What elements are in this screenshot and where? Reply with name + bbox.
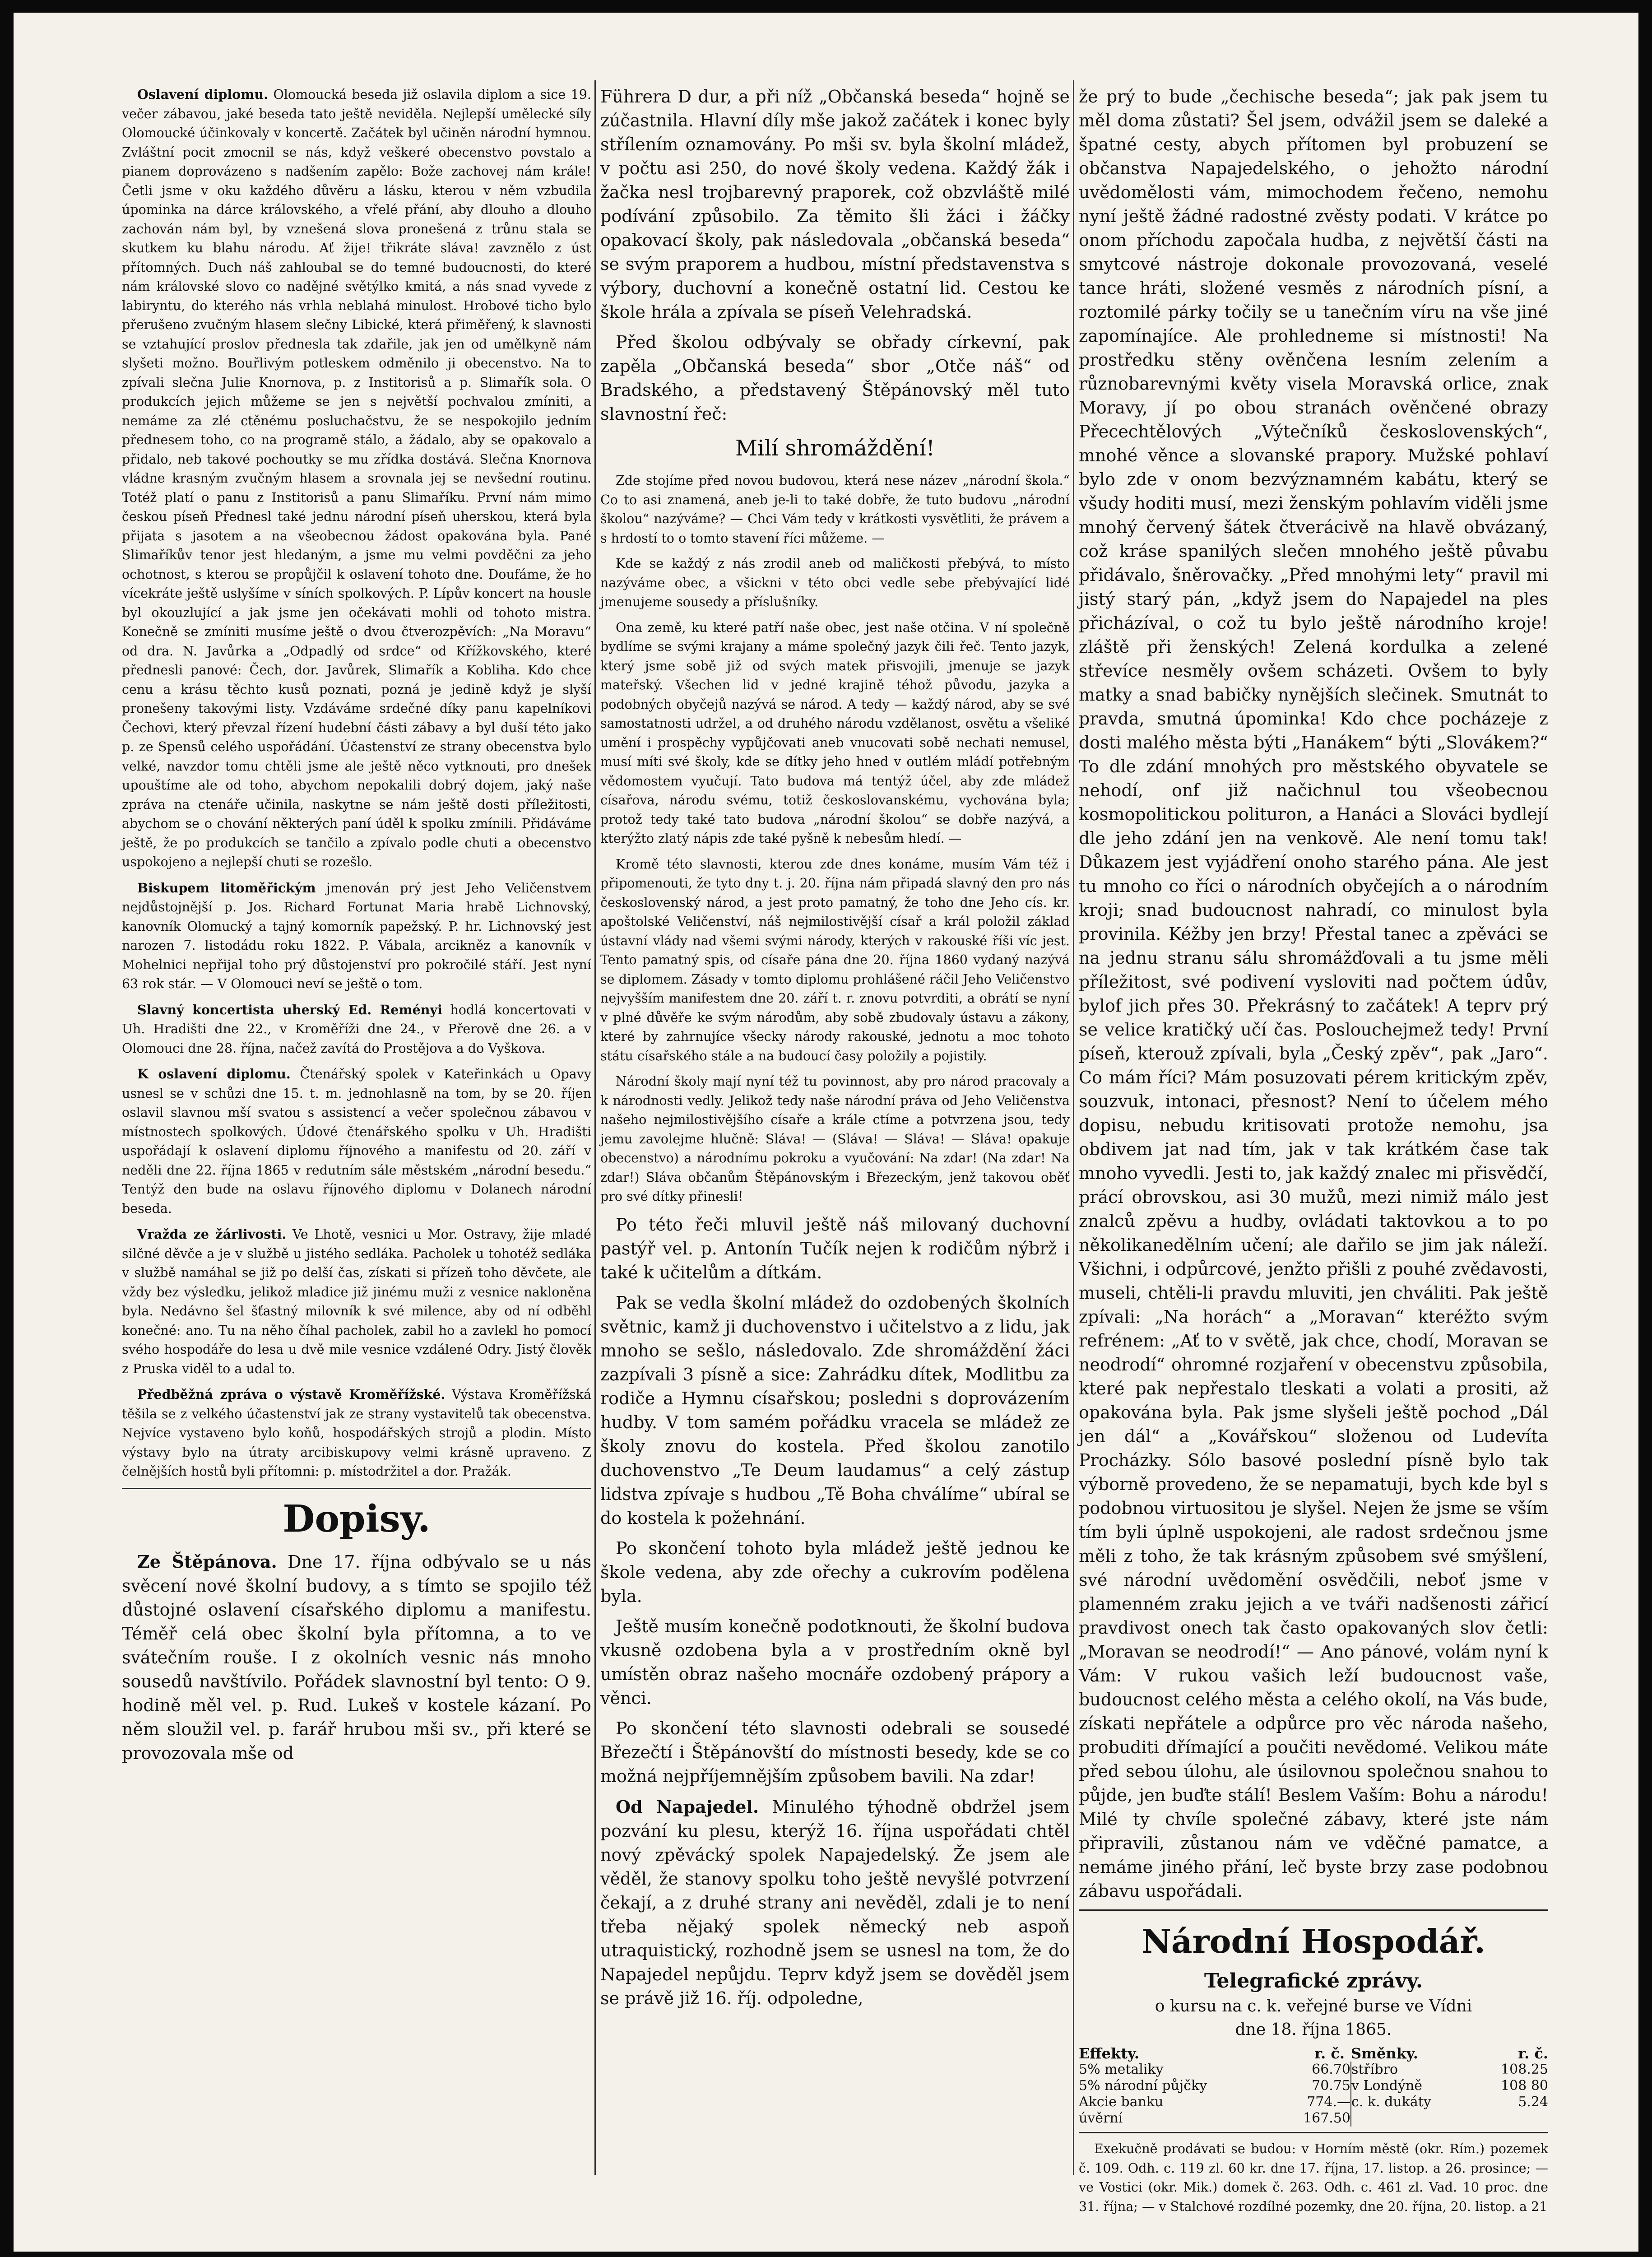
- exchange-table: [1079, 2045, 1548, 2127]
- column-1: [122, 85, 591, 1772]
- telegraph-date: dne 18. října 1865.: [1235, 2020, 1392, 2039]
- article-paragraph: Oslavení diplomu. Olomoucká beseda již oslavila diplom a sice 19. večer zábavou, jaké beseda tato ještě neviděla. Nejlepší umělecké síly Olomoucké účinkovaly v koncertě. Začátek byl učiněn národní hymnou. Zvláštní pocit zmocnil se nás, když veškeré obecenstvo povstalo a pianem doprovázeno s nadšením zapělo: Bože zachovej nám krále! Četli jsme v oku každého důvěru a lásku, kterou v něm vzbudila úpominka na dárce královského, a vřelé přání, aby dlouho a dlouho zachován nám byl, by vznešená slova pronešená z trůnu stala se skutkem ku blahu národu. Ať žije! třikráte sláva! zavznělo z úst přítomných. Duch náš zahloubal se do temné budoucnosti, do které nám královské slovo co nadějné světýlko kmitá, a nás snad vyvede z labiryntu, do kterého nás vrhla neblahá minulost. Hrobové ticho bylo přerušeno zvučným hlasem slečny Libické, která přiměřený, k slavnosti se vztahující proslov přednesla tak zdařile, jak jen od umělkyně nám slyšeti možno. Bouřlivým potleskem odměnilo ji obecenstvo. Na to zpívali slečna Julie Knornova, p. z Institorisů a p. Slimařík sola. O produkcích jejich můžeme se jen s největší pochvalou zmíniti, a nemáme za zlé ctěnému posluchačstvu, že se nespokojilo jedním přednesem toho, co na programě stálo, a žádalo, aby se opakovalo a přidalo, neb takové pochoutky se mu zřídka dostává. Slečna Knornova vládne krasným zvučným hlasem a srovnala jej se nevšední routinu. Totéž platí o panu z Institorisů a panu Slimaříku. První nám mimo českou píseň Přednesl také jednu národní píseň uherskou, která byla přijata s jasotem a na všeobecnou žádost opakována byla. Pané Slimaříkův tenor jest hledaným, a jsme mu velmi povděčni za jeho ochotnost, s kterou se propůjčil k oslavení tohoto dne. Doufáme, že ho vícekráte ještě uslyšíme v síních spolkových. P. Lípův koncert na housle byl okouzlující a jak jsme jen očekávati mohli od tohoto mistra. Konečně se zmíniti musíme ještě o dvou čtverozpěvích: „Na Moravu“ od dra. N. Javůrka a „Odpadlý od srdce“ od Křížkovského, které přednesli panové: Čech, dor. Javůrek, Slimařík a Kobliha. Kdo chce cenu a krásu těchto kusů poznati, pozná je jedině když je slyší pronešeny takovými listy. Vzdáváme srdečné díky panu kapelníkovi Čechovi, který převzal řízení hudební části zábavy a byl duší této jako p. ze Spensů celého uspořádání. Účastenství ze strany obecenstva bylo velké, navzdor tomu chtěli jsme ale ještě něco vytknouti, pro dnešek upouštíme ale od toho, abychom nepokalili dobrý dojem, jaký naše zpráva na ctenáře učinila, naskytne se nám ještě dosti příležitosti, abychom se o chování některých paní úděl k spolku zmínili. Přidáváme ještě, že po produkcích se tančilo a zpívalo podle chuti a obecenstvo uspokojeno a nejlepší chuti se rozešlo.: [122, 87, 591, 869]
- article-paragraph: Po skončení této slavnosti odebrali se sousedé Březečtí i Štěpánovští do místnosti besedy, kde se co možná nejpříjemnějším způsobem bavili. Na zdar!: [600, 1718, 1070, 1786]
- article-paragraph: Předběžná zpráva o výstavě Kroměřížské. Výstava Kroměřížská těšila se z velkého účastenství jak ze strany vystavitelů tak obecenstva. Nejvíce vystaveno bylo koňů, hospodářských strojů a plodin. Místo výstavy bylo na útraty arcibiskupovy velmi krásně upraveno. Z čelnějších hostů byli přítomni: p. místodržitel a dor. Pražák.: [122, 1387, 592, 1479]
- column-2: [600, 85, 1070, 2017]
- section-divider: [122, 1488, 591, 1489]
- table-header-row: Effekty. r. č. Směnky. r. č.: [1079, 2045, 1548, 2062]
- table-row: Akcie banku 774.— c. k. dukáty 5.24: [1079, 2094, 1548, 2110]
- section-divider: [1079, 2132, 1548, 2133]
- table-row: 5% národní půjčky 70.75 v Londýně 108 80: [1079, 2078, 1548, 2094]
- article-paragraph: Exekučně prodávati se budou: v Horním městě (okr. Rím.) pozemek č. 109. Odh. c. 119 zl. 60 kr. dne 17. října, 17. listop. a 26. prosince; — ve Vostici (okr. Mik.) domek č. 263. Odh. c. 461 zl. Vad. 10 proc. dne 31. října; — v Stalchové rozdílné pozemky, dne 20. října, 20. listop. a 21: [1079, 2141, 1548, 2214]
- telegraph-subtitle: o kursu na c. k. veřejné burse ve Vídni: [1155, 1997, 1472, 2016]
- telegraph-heading: Telegrafické zprávy.: [1204, 1969, 1423, 1992]
- newspaper-page: [14, 13, 1638, 2252]
- column-3: [1079, 85, 1548, 2223]
- speech-paragraph: Zde stojíme před novou budovou, která nese název „národní škola.“ Co to asi znamená, aneb je-li to také dobře, že tuto budovu „národní školou“ nazýváme? — Chci Vám tedy v krátkosti vysvětliti, že právem a s hrdostí to o tomto stavení říci můžeme. —: [600, 473, 1070, 546]
- table-row: 5% metaliky 66.70 stříbro 108.25: [1079, 2062, 1548, 2077]
- article-paragraph: Od Napajedel. Minulého týhodně obdržel jsem pozvání ku plesu, kterýž 16. října uspořádati chtěl nový zpěvácký spolek Napajedelský. Že jsem ale věděl, že stanovy spolku toho ještě nevyšlé potvrzení čekají, a z druhé strany ani nevěděl, zdali je to není třeba nějaký spolek německý neb aspoň utraquistický, rozhodně jsem se usnesl na tom, že do Napajedel nepůjdu. Teprv když jsem se dověděl jsem se právě již 16. říj. odpoledne,: [600, 1796, 1070, 2008]
- section-heading-narodni-hospodar: Národní Hospodář.: [1142, 1922, 1485, 1960]
- article-paragraph: Před školou odbývaly se obřady církevní, pak zapěla „Občanská beseda“ sbor „Otče náš“ od Bradského, a představený Štěpánovský měl tuto slavnostní řeč:: [600, 332, 1070, 424]
- article-paragraph: Ještě musím konečně podotknouti, že školní budova vkusně ozdobena byla a v prostředním okně byl umístěn obraz našeho mocnáře ozdobený prápory a věnci.: [600, 1616, 1070, 1708]
- article-paragraph: Po skončení tohoto byla mládež ještě jednou ke škole vedena, aby zde ořechy a cukrovím podělena byla.: [600, 1538, 1070, 1606]
- column-rule: [594, 80, 596, 2175]
- article-paragraph: Slavný koncertista uherský Ed. Reményi hodlá koncertovati v Uh. Hradišti dne 22., v Kroměříži dne 24., v Přerově dne 26. a v Olomouci dne 28. října, načež zavítá do Prostějova a do Vyškova.: [122, 1002, 592, 1056]
- table-row: úvěrní 167.50: [1079, 2110, 1548, 2127]
- article-paragraph: Pak se vedla školní mládež do ozdobených školních světnic, kamž ji duchovenstvo i učitelstvo a z lidu, jak mnoho se sešlo, následovalo. Zde shromáždění žáci zazpívali 3 písně a sice: Zahrádku dítek, Modlitbu za rodiče a Hymnu císařskou; posledni s doprovázením hudby. V tom samém pořádku vracela se mládež ze školy znovu do kostela. Před školou zanotilo duchovenstvo „Te Deum laudamus“ a celý zástup lidstva zpívaje s hudbou „Tě Boha chválíme“ ubíral se do kostela k požehnání.: [600, 1292, 1070, 1528]
- article-paragraph: Vražda ze žárlivosti. Ve Lhotě, vesnici u Mor. Ostravy, žije mladé silčné děvče a je v službě u jistého sedláka. Pacholek u tohotéž sedláka v službě namáhal se již po delší čas, získati si přízeň toho děvčete, ale vždy bez výsledku, jelikož mladice již jinému muži z vesnice nakloněna byla. Nedávno šel šťastný milovník k své milence, aby od ní odběhl konečné: ano. Tu na něho číhal pacholek, zabil ho a zavlekl ho pomocí svého hospodáře do lesa u dvě mile vesnice vzdálené Odry. Jistý člověk z Pruska viděl to a udal to.: [122, 1226, 592, 1376]
- section-heading-dopisy: Dopisy.: [283, 1497, 431, 1541]
- speech-paragraph: Kde se každý z nás zrodil aneb od maličkosti přebývá, to místo nazýváme obec, a všickni v této obci vedle sebe přebývající lidé jmenujeme sousedy a příslušníky.: [600, 556, 1070, 609]
- article-paragraph: Führera D dur, a při níž „Občanská beseda“ hojně se zúčastnila. Hlavní díly mše jakož začátek i konec byly střílením oznamovány. Po mši sv. byla školní mládež, v počtu asi 250, do nové školy vedena. Každý žák i žačka nesl trojbarevný praporek, což obzvláště milé podívání způsobilo. Za těmito šli žáci i žáčky opakovací školy, pak následovala „občanská beseda“ se svým praporem a hudbou, místní představenstva s výbory, duchovní a konečně ostatní lid. Cestou ke škole hrála a zpívala se píseň Velehradská.: [600, 87, 1070, 322]
- speech-paragraph: Ona země, ku které patří naše obec, jest naše otčina. V ní společně bydlíme se svými krajany a máme společný jazyk čili řeč. Tento jazyk, který jsme sobě již od svých matek přisvojili, jmenuje se jazyk mateřský. Všechen lid v jedné krajině téhož původu, jazyka a podobných obyčejů nazývá se národ. A tedy — každý národ, aby se své samostatnosti udržel, a od druhého národu vzdělanost, osvětu a všeliké umění i prospěchy vypůjčovati aneb vnucovati sobě nechati nemusel, musí míti své školy, kde se dítky jeho hned v outlém mládí potřebným vědomostem vyučují. Tato budova má tentýž účel, aby zde mládež císařova, národu svému, totiž českoslovanskému, vychována byla; protož tedy také tato budova „národní školou“ se dobře nazývá, a kterýžto zlatý nápis zde také pyšně k nebesům hledí. —: [600, 620, 1070, 846]
- article-paragraph: Po této řeči mluvil ještě náš milovaný duchovní pastýř vel. p. Antonín Tučík nejen k rodičům nýbrž i také k učitelům a dítkám.: [600, 1214, 1070, 1282]
- column-rule: [1073, 80, 1074, 2175]
- speech-paragraph: Národní školy mají nyní též tu povinnost, aby pro národ pracovaly a k národnosti vedly. Jelikož tedy naše národní práva od Jeho Veličenstva našeho nejmilostivějšího císaře a krále ctíme a potvrzena jsou, tedy jemu zavolejme hlučně: Sláva! — (Sláva! — Sláva! — Sláva! opakuje obecenstvo) a národnímu pokroku a vyučování: Na zdar! (Na zdar! Na zdar!) Sláva občanům Štěpánovským i Březeckým, jenž takovou oběť pro své dítky přinesli!: [600, 1074, 1070, 1204]
- section-divider: [1079, 1909, 1548, 1911]
- speech-paragraph: Kromě této slavnosti, kterou zde dnes konáme, musím Vám též i připomenouti, že tyto dny t. j. 20. října nám připadá slavný den pro nás československý národ, a jest proto pamatný, že toho dne Jeho cís. kr. apoštolské Veličenství, náš nejmilostivější císař a král položil základ ústavní vlády nad všemi svými národy, kterých v rakouské říši víc jest. Tento pamatný spis, od císaře pána dne 20. října 1860 vydaný nazývá se diplomem. Zásady v tomto diplomu prohlášené ráčil Jeho Veličenstvo nejvyšším manifestem dne 20. září t. r. znovu potvrditi, a obrátí se nyní v plné důvěře ke svým národům, aby sobě zbudovaly ústavu a zákony, které by zahrnujíce všecky národy rakouské, jednotu a moc tohoto státu císařského stále a na budoucí časy položily a pojistily.: [600, 856, 1070, 1063]
- article-paragraph: že prý to bude „čechische beseda“; jak pak jsem tu měl doma zůstati? Šel jsem, odvážil jsem se daleké a špatné cesty, abych přítomen byl probuzení se občanstva Napajedelského, o jehožto národní uvědomělosti vám, mimochodem řečeno, nemohu nyní ještě žádné radostné zvěsty podati. V krátce po onom příchodu započala hudba, z největší části na smytcové nástroje dokonale provozovaná, veselé tance hráti, složené vesměs z národních písní, a roztomilé párky točily se u tanečním víru na vše jiné zapomínajíce. Ale prohledneme si místnosti! Na prostředku stěny ověnčena lesním zelením a různobarevnými květy visela Moravská orlice, znak Moravy, jí po obou stranách ověnčené obrazy Přecechtělových „Výtečníků československých“, mnohé věnce a slovanské prapory. Mužské pohlaví bylo zde v onom bezvýznamném kabátu, který se všudy hoditi musí, mezi ženským pohlavím viděli jsme mnohý červený šátek čtverácivě na hlavě obvázaný, což kráse spanilých slečen mnohého ještě půvabu přidávalo, šněrovačky. „Před mnohými lety“ pravil mi jistý starý pán, „když jsem do Napajedel na ples přicházíval, o což tu bylo ještě národního kroje! zláště při ženských! Zelená kordulka a zelené střevíce nesměly ovšem scházeti. Ovšem to byly matky a snad babičky nynějších slečinek. Smutnát to pravda, smutná úpominka! Kdo chce pocházeje z dosti malého města býti „Hanákem“ býti „Slovákem?“ To dle zdání mnohých pro městského obyvatele se nehodí, onf již načichnul tou všeobecnou kosmopolitickou polituron, a Hanáci a Slováci bydlejí dle jeho zdání jen na venkově. Ale není tomu tak! Důkazem jest vyjádření onoho starého pána. Ale jest tu mnoho co říci o národních obyčejích a o národním kroji; snad budoucnost nahradí, co minulost byla provinila. Kéžby jen brzy! Přestal tanec a zpěváci se na jednu stranu sálu shromážďovali a tu jsme měli příležitost, své podivení vysloviti nad počtem údův, bylof jich přes 30. Překrásný to začátek! A teprv prý se velice kratičký učí čas. Poslouchejmež tedy! První píseň, kterouž zpívali, byla „Český zpěv“, pak „Jaro“. Co mám říci? Mám posuzovati pérem kritickým zpěv, souzvuk, intonaci, přesnost? Není to účelem mého dopisu, nebudu kritisovati protože nemohu, jsa obdivem jat nad tím, jak v tak krátkém čase tak mnoho vyvedli. Jesti to, jak každý znalec mi přisvědčí, prácí obrovskou, asi 30 mužů, mezi nimiž málo jest znalců zpěvu a hudby, ovládati taktovkou a to po několikanedělním učení; ale dařilo se jim jak náleží. Všichni, i odpůrcové, jenžto přišli z pouhé zvědavosti, museli, chtěli-li pravdu mluviti, jen chváliti. Pak ještě zpívali: „Na horách“ a „Moravan“ kteréžto svým refrénem: „Ať to v světě, jak chce, chodí, Moravan se neodrodí“ ohromné rozjaření v obecenstvu způsobila, které pak nepřestalo tleskati a volati a prositi, až opakována byla. Pak jsme slyšeli ještě pochod „Dál jen dál“ a „Kovářskou“ složenou od Ludevíta Procházky. Sólo basové poslední písně bylo tak výborně provedeno, že se nepamatuji, bych kde byl s podobnou virtuositou je slyšel. Nejen že jsme se vším tím byli úplně uspokojeni, ale radost srdečnou jsme měli z toho, že tak krásným způsobem své smýšlení, své národní uvědomění osvědčili, neboť jsme v plamenném zraku jejich a ve tváři nadšenosti zářicí pravdivost onech tak často opakovaných slov četli: „Moravan se neodrodí!“ — Ano pánové, volám nyní k Vám: V rukou vašich leží budoucnost vaše, budoucnost celého města a celého okolí, na Vás bude, získati nepřátele a odpůrce pro věc národa našeho, probuditi dřímající a poučiti nevědomé. Velikou máte před sebou úlohu, ale úsilovnou společnou snahou to půjde, jen buďte stálí! Beslem Vaším: Bohu a národu! Milé ty chvíle společné zábavy, které jste nám připravili, zůstanou nám ve vděčné pamatce, a nemáme jiného přání, leč byste brzy zase podobnou zábavu uspořádali.: [1079, 87, 1548, 1901]
- article-paragraph: Ze Štěpánova. Dne 17. října odbývalo se u nás svěcení nové školní budovy, a s tímto se spojilo též důstojné oslavení císařského diplomu a manifestu. Téměř celá obec školní byla přítomna, a to ve svátečním rouše. I z okolních vesnic nás mnoho sousedů navštívilo. Pořádek slavnostní byl tento: O 9. hodině měl vel. p. Rud. Lukeš v kostele kázaní. Po něm sloužil vel. p. farář hrubou mši sv., při které se provozovala mše od: [122, 1551, 591, 1763]
- speech-title: Milí shromáždění!: [735, 436, 935, 461]
- article-paragraph: Biskupem litoměřickým jmenován prý jest Jeho Veličenstvem nejdůstojnější p. Jos. Richard Fortunat Maria hrabě Lichnovský, kanovník Olomucký a tajný komorník papežský. P. hr. Lichnovský jest narozen 7. listodádu roku 1822. P. Vábala, arcikněz a kanovník v Mohelnici nepřijal toho prý důstojenství pro pokročilé stáří. Jest nyní 63 rok stár. — V Olomouci neví se ještě o tom.: [122, 880, 591, 991]
- article-paragraph: K oslavení diplomu. Čtenářský spolek v Kateřinkách u Opavy usnesl se v schůzi dne 15. t. m. jednohlasně na tom, by se 20. říjen oslavil slavnou mší svatou s assistencí a večer společnou zábavou v místnostech spolkových. Údové čtenářského spolku v Uh. Hradišti uspořádají k oslavení diplomu říjnového a manifestu od 20. září v neděli dne 22. října 1865 v redutním sále městském „národní besedu.“ Tentýž den bude na oslavu říjnového diplomu v Dolanech národní beseda.: [122, 1066, 591, 1216]
